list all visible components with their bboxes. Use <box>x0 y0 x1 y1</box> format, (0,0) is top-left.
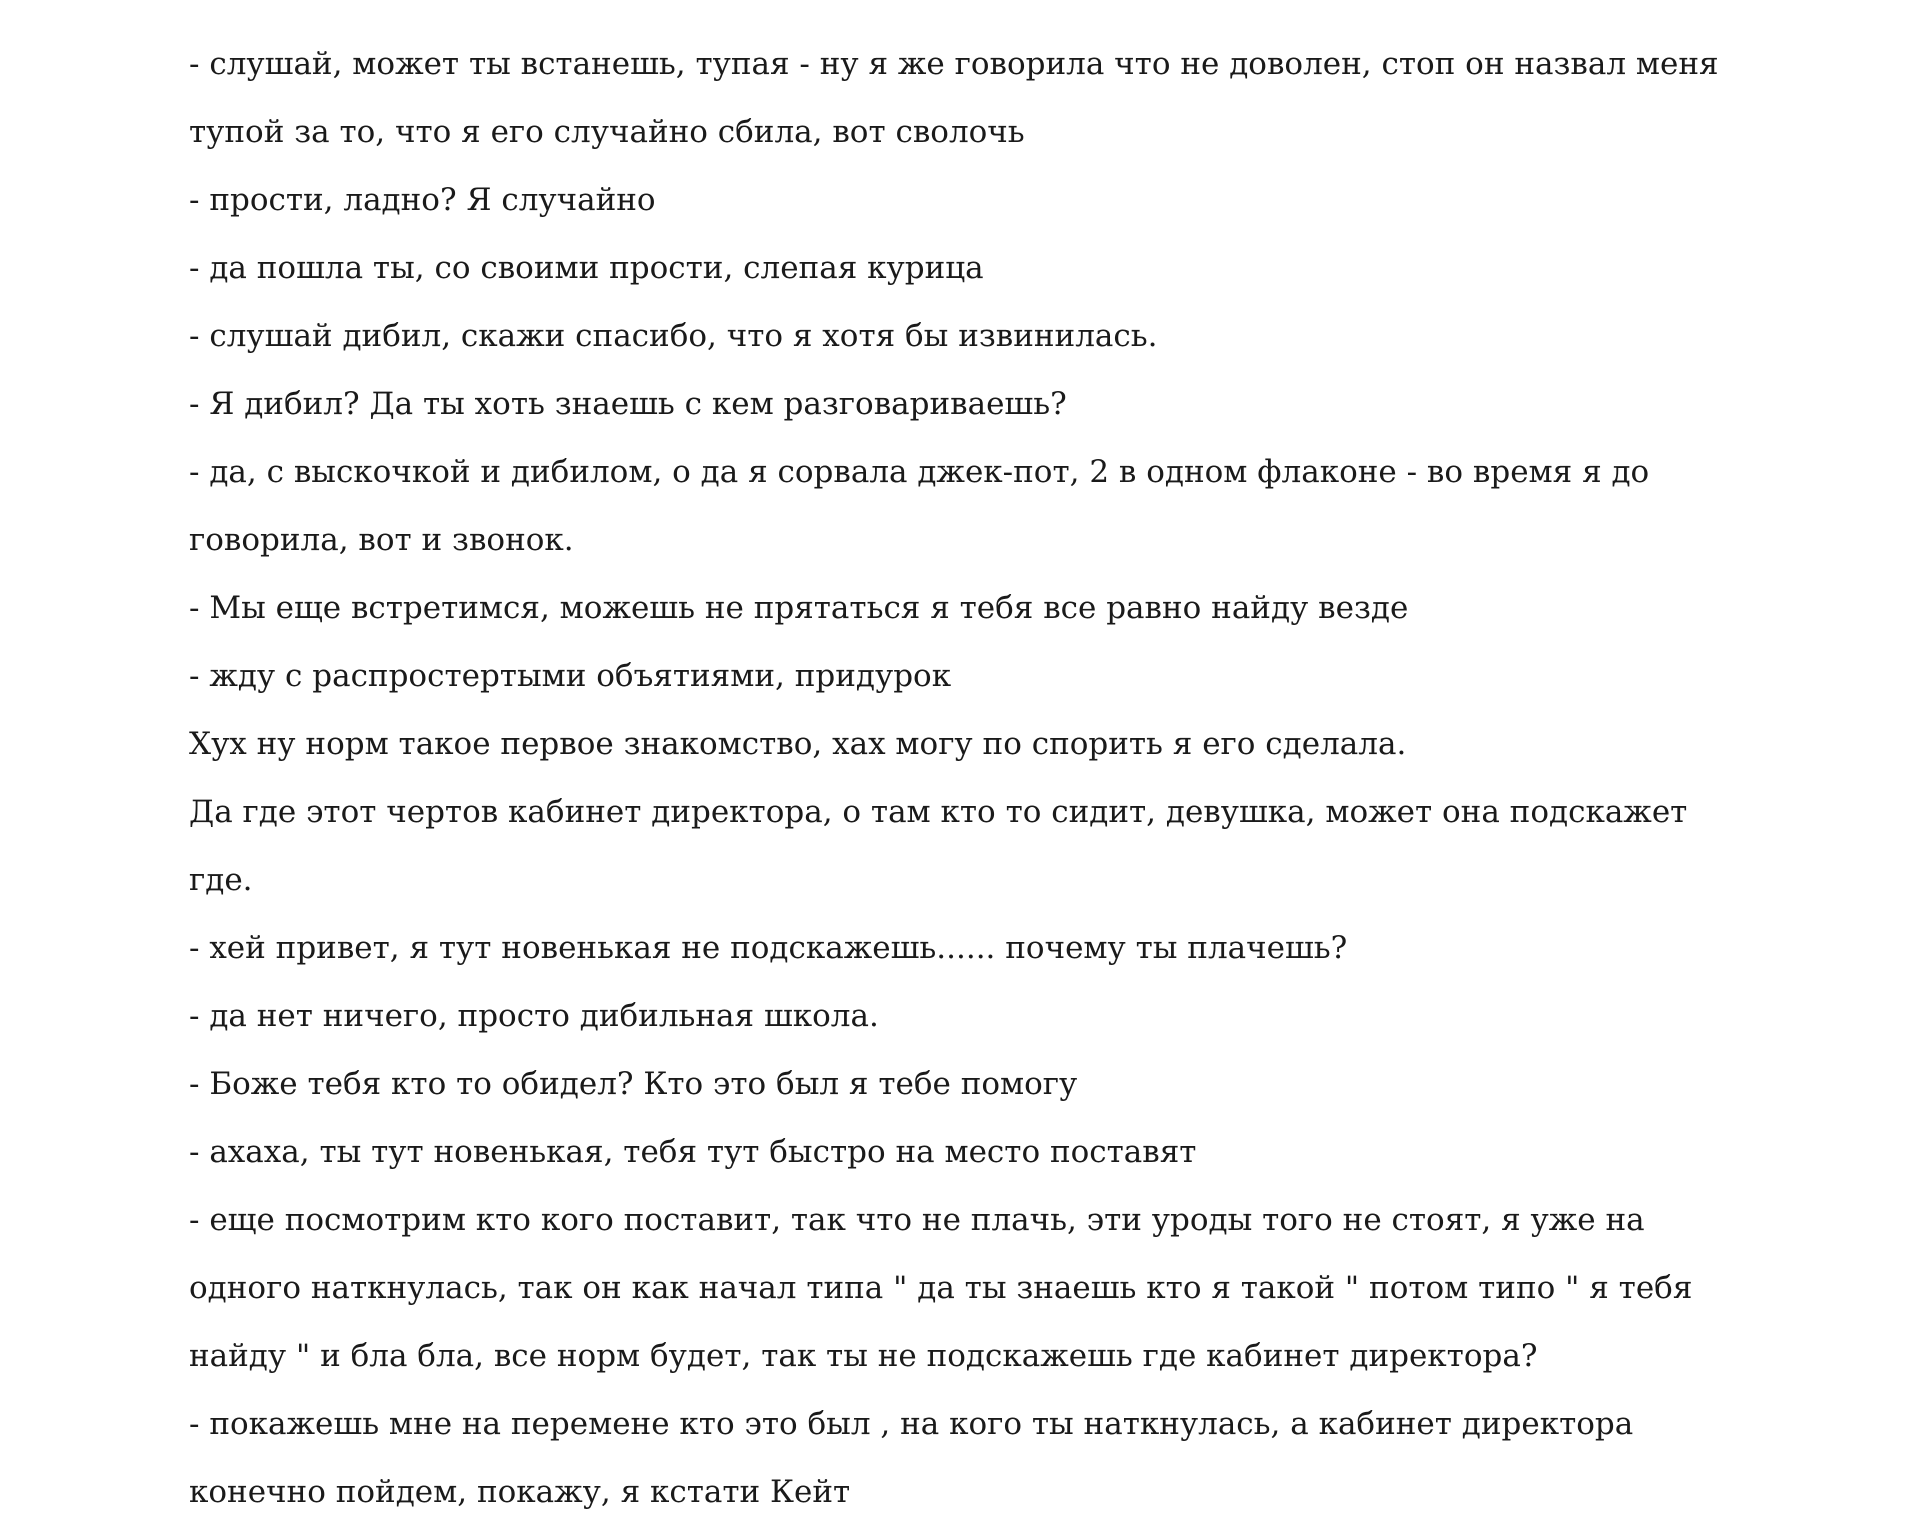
paragraph: - да пошла ты, со своими прости, слепая курица <box>189 250 984 286</box>
paragraph: - Я дибил? Да ты хоть знаешь с кем разговариваешь? <box>189 386 1067 422</box>
paragraph: - да нет ничего, просто дибильная школа. <box>189 998 879 1034</box>
paragraph: - слушай, может ты встанешь, тупая - ну я же говорила что не доволен, стоп он назвал меня тупой за то, что я его случайно сбила, вот сволочь <box>189 46 1719 150</box>
paragraph: - ахаха, ты тут новенькая, тебя тут быстро на место поставят <box>189 1134 1197 1170</box>
paragraph: - Боже тебя кто то обидел? Кто это был я тебе помогу <box>189 1066 1078 1102</box>
paragraph: - да, с выскочкой и дибилом, о да я сорвала джек-пот, 2 в одном флаконе - во время я до говорила, вот и звонок. <box>189 454 1650 558</box>
paragraph: Хух ну норм такое первое знакомство, хах могу по спорить я его сделала. <box>189 726 1407 762</box>
paragraph: - хей привет, я тут новенькая не подскажешь...... почему ты плачешь? <box>189 930 1348 966</box>
paragraph: - жду с распростертыми объятиями, придурок <box>189 658 952 694</box>
paragraph: - слушай дибил, скажи спасибо, что я хотя бы извинилась. <box>189 318 1158 354</box>
paragraph: Да где этот чертов кабинет директора, о там кто то сидит, девушка, может она подскажет где. <box>189 794 1688 898</box>
paragraph: - прости, ладно? Я случайно <box>189 182 656 218</box>
document-body <box>189 30 1749 1526</box>
paragraph: - еще посмотрим кто кого поставит, так что не плачь, эти уроды того не стоят, я уже на одного наткнулась, так он как начал типа " да ты знаешь кто я такой " потом типо " я тебя найду " и бла бла, все норм будет, так ты не подскажешь где кабинет директора? <box>189 1202 1693 1374</box>
paragraph: - Мы еще встретимся, можешь не прятаться я тебя все равно найду везде <box>189 590 1409 626</box>
paragraph: - покажешь мне на перемене кто это был , на кого ты наткнулась, а кабинет директора конечно пойдем, покажу, я кстати Кейт <box>189 1406 1634 1510</box>
